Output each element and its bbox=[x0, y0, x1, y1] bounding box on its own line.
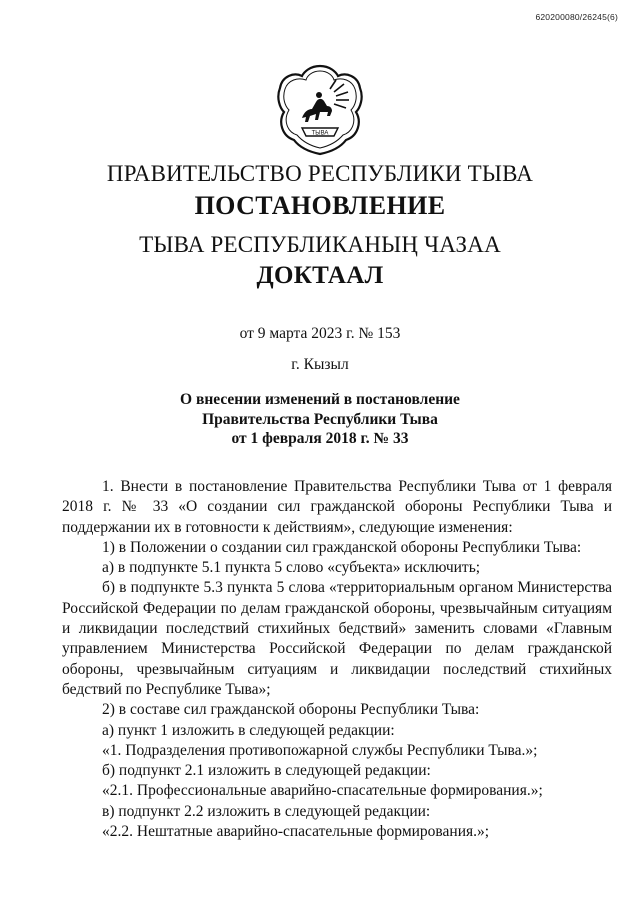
body-paragraph: в) подпункт 2.2 изложить в следующей редакции: bbox=[102, 802, 431, 820]
document-date-number: от 9 марта 2023 г. № 153 bbox=[239, 325, 401, 342]
document-id: 620200080/26245(6) bbox=[535, 12, 618, 22]
document-type-russian: ПОСТАНОВЛЕНИЕ bbox=[194, 191, 446, 220]
body-paragraph: 2) в составе сил гражданской обороны Республики Тыва: bbox=[102, 701, 480, 719]
body-paragraph: а) в подпункте 5.1 пункта 5 слово «субъекта» исключить; bbox=[102, 559, 481, 577]
body-paragraph: б) подпункт 2.1 изложить в следующей редакции: bbox=[102, 762, 431, 780]
document-body bbox=[62, 477, 612, 842]
document-place: г. Кызыл bbox=[291, 356, 349, 373]
title-line: Правительства Республики Тыва bbox=[202, 410, 438, 428]
organization-name-tuvan: ТЫВА РЕСПУБЛИКАНЫҢ ЧАЗАА bbox=[139, 232, 501, 257]
document-type-tuvan: ДОКТААЛ bbox=[256, 262, 384, 289]
body-paragraph: «2.1. Профессиональные аварийно-спасательные формирования.»; bbox=[102, 782, 543, 800]
tuva-coat-of-arms-icon bbox=[272, 62, 368, 158]
body-paragraph: 1) в Положении о создании сил гражданской обороны Республики Тыва: bbox=[102, 538, 582, 556]
title-line: О внесении изменений в постановление bbox=[180, 391, 460, 408]
body-paragraph: б) в подпункте 5.3 пункта 5 слова «территориальным органом Министерства Российской Федерации по делам гражданской обороны, чрезвычайным ситуациям и ликвидации последствий стихийных бедствий» заменить словами «Главным управлением Министерства Российской Федерации по делам гражданской обороны, чрезвычайным ситуациям и ликвидации последствий стихийных бедствий по Республике Тыва»; bbox=[62, 579, 612, 698]
body-paragraph: а) пункт 1 изложить в следующей редакции: bbox=[102, 721, 395, 739]
body-paragraph: 1. Внести в постановление Правительства Республики Тыва от 1 февраля 2018 г. № 33 «О создании сил гражданской обороны Республики Тыва и поддержании их в готовности к действиям», следующие изменения: bbox=[62, 478, 612, 536]
organization-name-russian: ПРАВИТЕЛЬСТВО РЕСПУБЛИКИ ТЫВА bbox=[106, 161, 534, 186]
svg-text:ТЫВА: ТЫВА bbox=[311, 130, 329, 137]
body-paragraph: «2.2. Нештатные аварийно-спасательные формирования.»; bbox=[102, 823, 490, 841]
title-line: от 1 февраля 2018 г. № 33 bbox=[231, 430, 409, 447]
body-paragraph: «1. Подразделения противопожарной службы Республики Тыва.»; bbox=[102, 741, 538, 759]
document-title bbox=[0, 390, 640, 449]
